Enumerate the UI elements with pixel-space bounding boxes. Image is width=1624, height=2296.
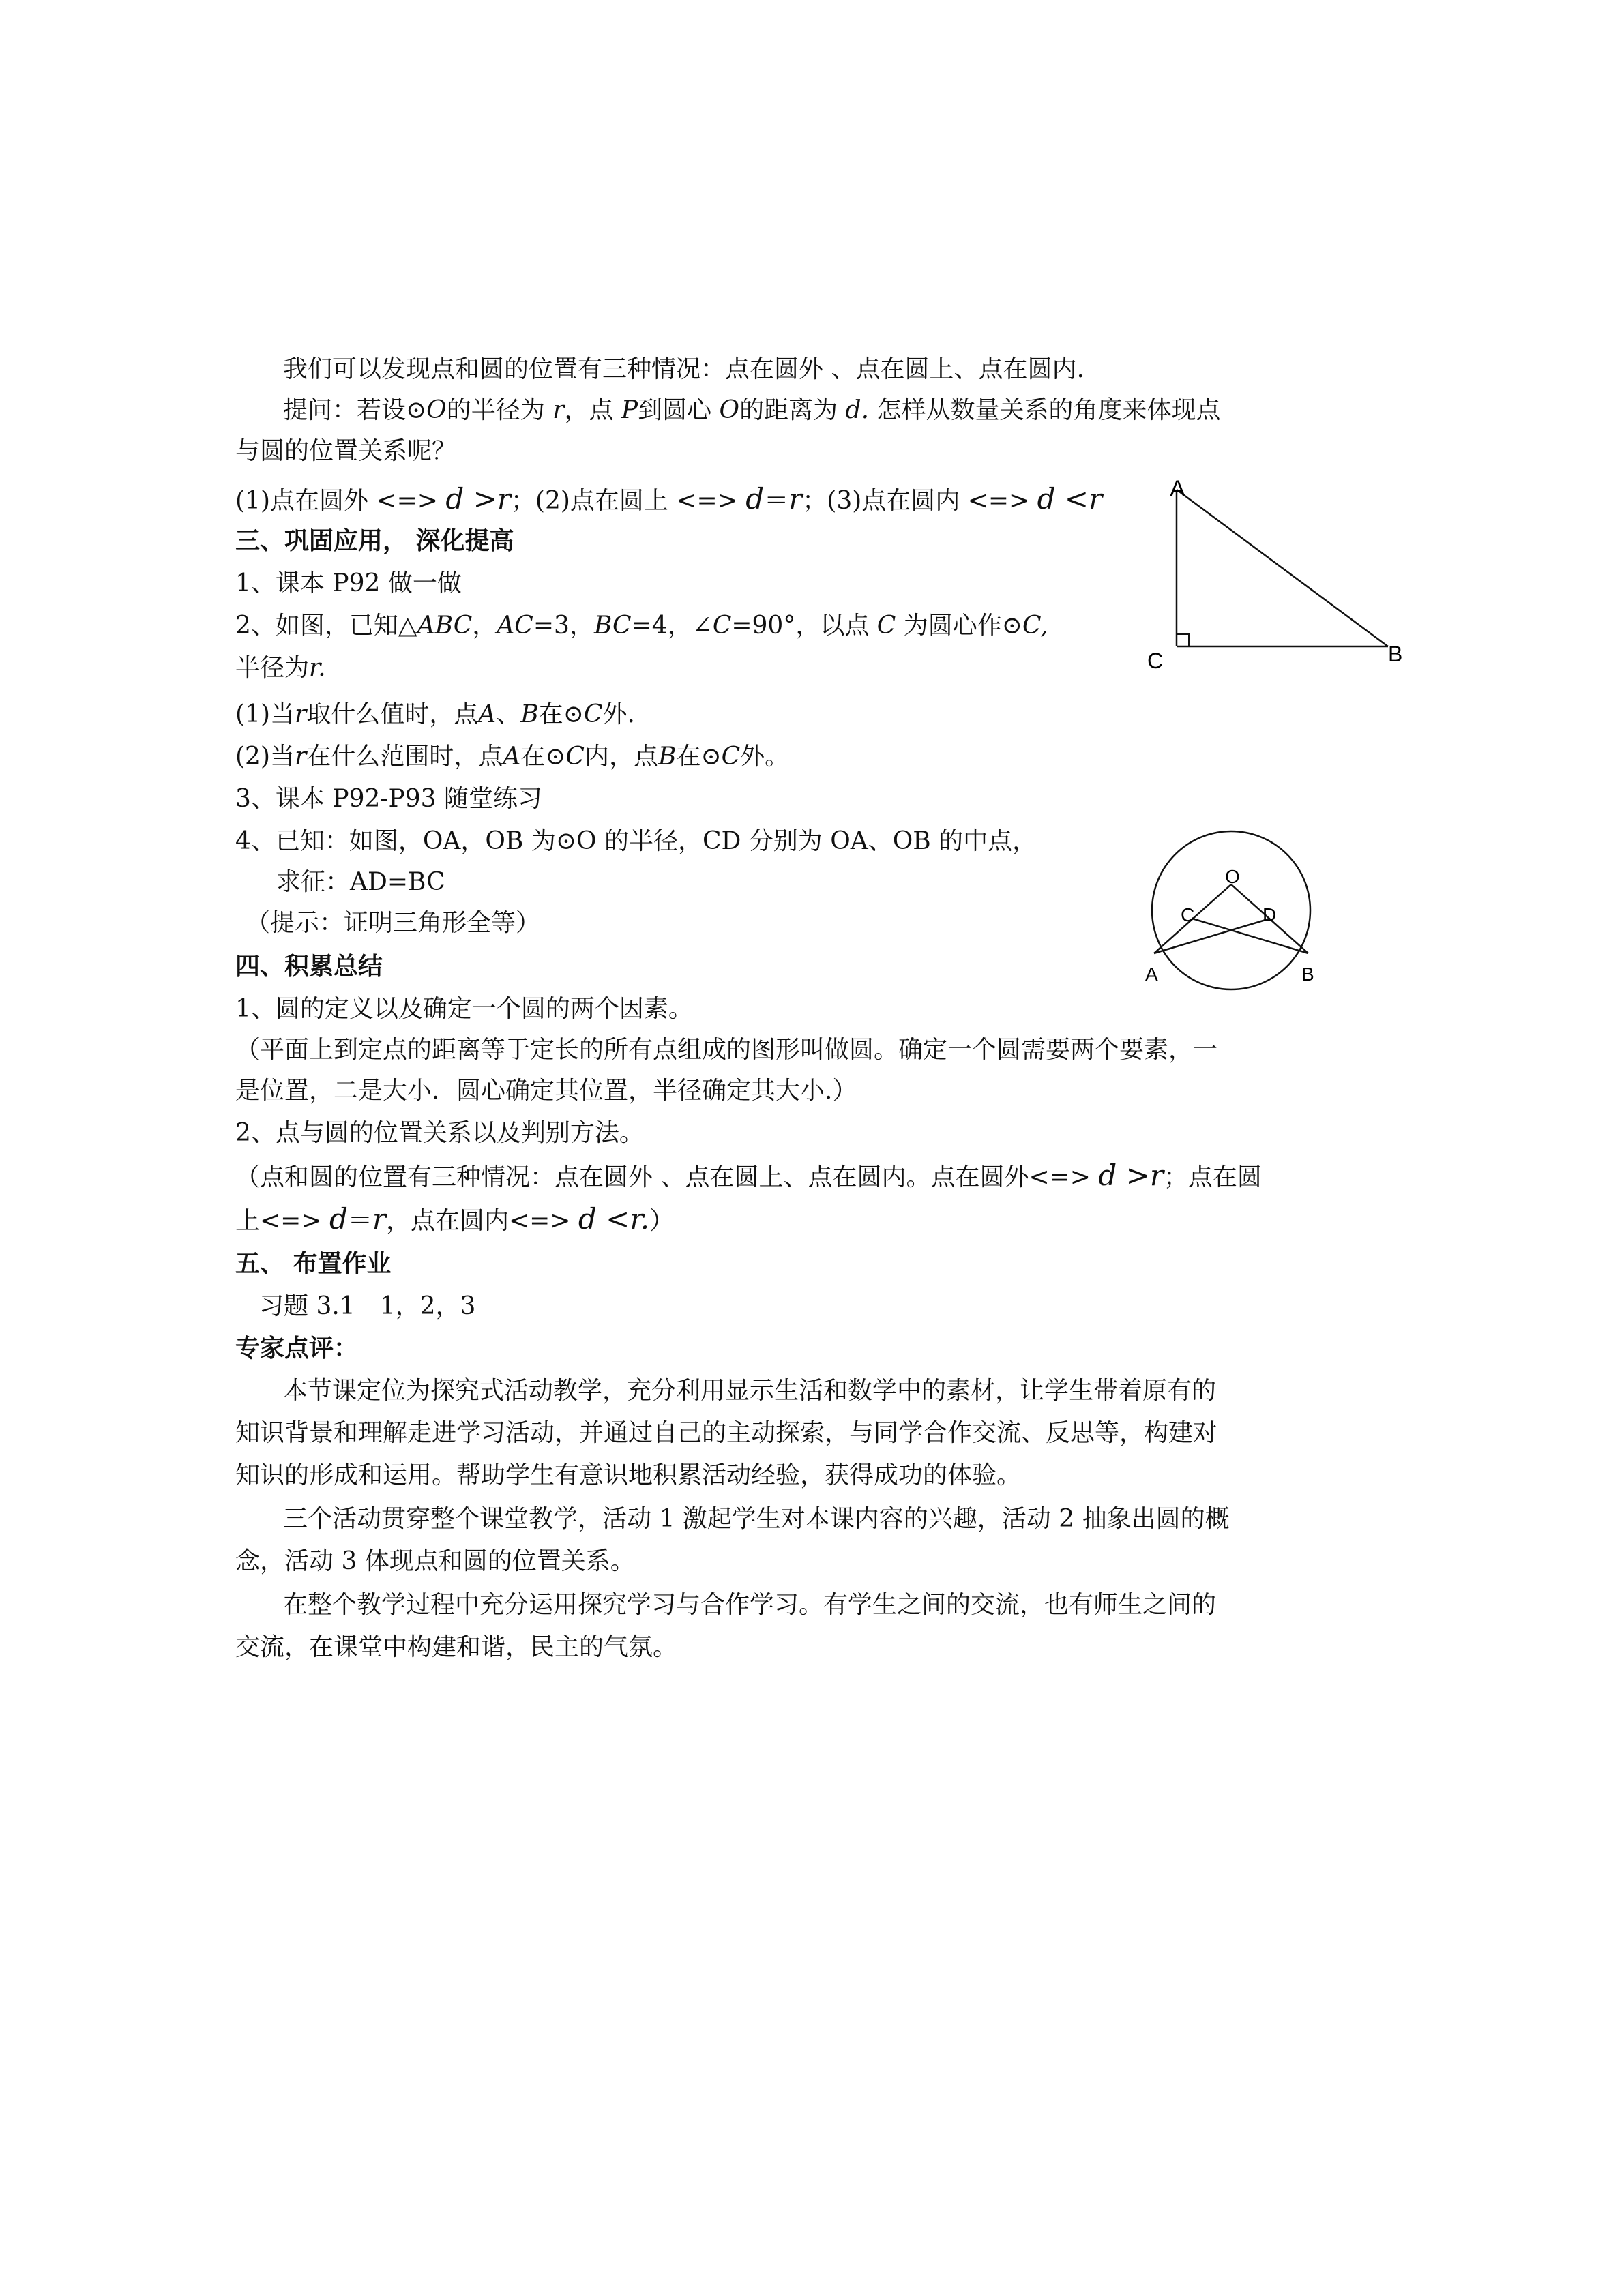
sec3-question-1: (1)当r取什么值时，点A、B在⊙C外. bbox=[235, 700, 635, 728]
circle-o bbox=[1152, 831, 1310, 989]
review-p1c: 知识的形成和运用。帮助学生有意识地积累活动经验，获得成功的体验。 bbox=[235, 1461, 1022, 1489]
sec3-item-2: 2、如图，已知△ABC，AC=3，BC=4，∠C=90°，以点 C 为圆心作⊙C, bbox=[235, 612, 1048, 640]
section-3-heading: 三、巩固应用， 深化提高 bbox=[235, 527, 514, 555]
sec3-item-4: 4、已知：如图，OA，OB 为⊙O 的半径，CD 分别为 OA、OB 的中点， bbox=[235, 827, 1037, 855]
sec3-item-2-radius: 半径为r. bbox=[235, 654, 326, 682]
right-angle-mark bbox=[1177, 634, 1189, 646]
sec4-note-1a: （平面上到定点的距离等于定长的所有点组成的图形叫做圆。确定一个圆需要两个要素，一 bbox=[235, 1036, 1218, 1064]
point-label-o: O bbox=[1225, 866, 1240, 887]
review-heading: 专家点评： bbox=[235, 1335, 359, 1362]
review-p3b: 交流，在课堂中构建和谐，民主的气氛。 bbox=[235, 1633, 678, 1661]
review-p3a: 在整个教学过程中充分运用探究学习与合作学习。有学生之间的交流，也有师生之间的 bbox=[283, 1591, 1217, 1619]
sec3-hint: （提示：证明三角形全等） bbox=[246, 909, 541, 937]
sec4-note-1b: 是位置，二是大小．圆心确定其位置，半径确定其大小.） bbox=[235, 1077, 857, 1105]
sec4-note-2a: （点和圆的位置有三种情况：点在圆外 、点在圆上、点在圆内。点在圆外<=> d >r；点在圆 bbox=[235, 1159, 1262, 1192]
sec3-prove: 求征：AD=BC bbox=[276, 868, 445, 896]
point-label-d: D bbox=[1263, 904, 1277, 925]
sec5-homework: 习题 3.1 1，2，3 bbox=[259, 1292, 476, 1320]
triangle-side-ab bbox=[1177, 490, 1388, 646]
point-label-b: B bbox=[1301, 964, 1314, 985]
point-label-c: C bbox=[1181, 904, 1195, 925]
section-5-heading: 五、 布置作业 bbox=[235, 1250, 392, 1278]
sec4-note-2b: 上<=> d＝r，点在圆内<=> d <r.） bbox=[235, 1202, 675, 1236]
triangle-figure bbox=[1132, 477, 1419, 682]
point-label-a: A bbox=[1145, 964, 1158, 985]
section-4-heading: 四、积累总结 bbox=[235, 953, 383, 981]
circle-figure bbox=[1129, 829, 1333, 996]
review-p2a: 三个活动贯穿整个课堂教学，活动 1 激起学生对本课内容的兴趣，活动 2 抽象出圆的概 bbox=[283, 1505, 1230, 1533]
relations-line: (1)点在圆外 <=> d >r；(2)点在圆上 <=> d＝r；(3)点在圆内 <=> d <r bbox=[235, 482, 1103, 516]
sec3-item-3: 3、课本 P92-P93 随堂练习 bbox=[235, 785, 543, 813]
question-line-2: 与圆的位置关系呢？ bbox=[235, 437, 457, 465]
sec4-item-2: 2、点与圆的位置关系以及判别方法。 bbox=[235, 1119, 644, 1147]
review-p1a: 本节课定位为探究式活动教学，充分利用显示生活和数学中的素材，让学生带着原有的 bbox=[283, 1377, 1217, 1405]
vertex-label-c: C bbox=[1147, 648, 1164, 673]
review-p1b: 知识背景和理解走进学习活动，并通过自己的主动探索，与同学合作交流、反思等，构建对 bbox=[235, 1419, 1218, 1447]
sec3-item-1: 1、课本 P92 做一做 bbox=[235, 569, 462, 597]
paragraph-positions: 我们可以发现点和圆的位置有三种情况：点在圆外 、点在圆上、点在圆内. bbox=[283, 355, 1084, 383]
question-line-1: 提问：若设⊙O的半径为 r，点 P到圆心 O的距离为 d. 怎样从数量关系的角度来体现点 bbox=[283, 396, 1221, 424]
review-p2b: 念，活动 3 体现点和圆的位置关系。 bbox=[235, 1547, 635, 1575]
vertex-label-a: A bbox=[1170, 476, 1185, 502]
vertex-label-b: B bbox=[1388, 642, 1403, 666]
sec4-item-1: 1、圆的定义以及确定一个圆的两个因素。 bbox=[235, 995, 693, 1023]
sec3-question-2: (2)当r在什么范围时，点A在⊙C内，点B在⊙C外。 bbox=[235, 743, 790, 771]
